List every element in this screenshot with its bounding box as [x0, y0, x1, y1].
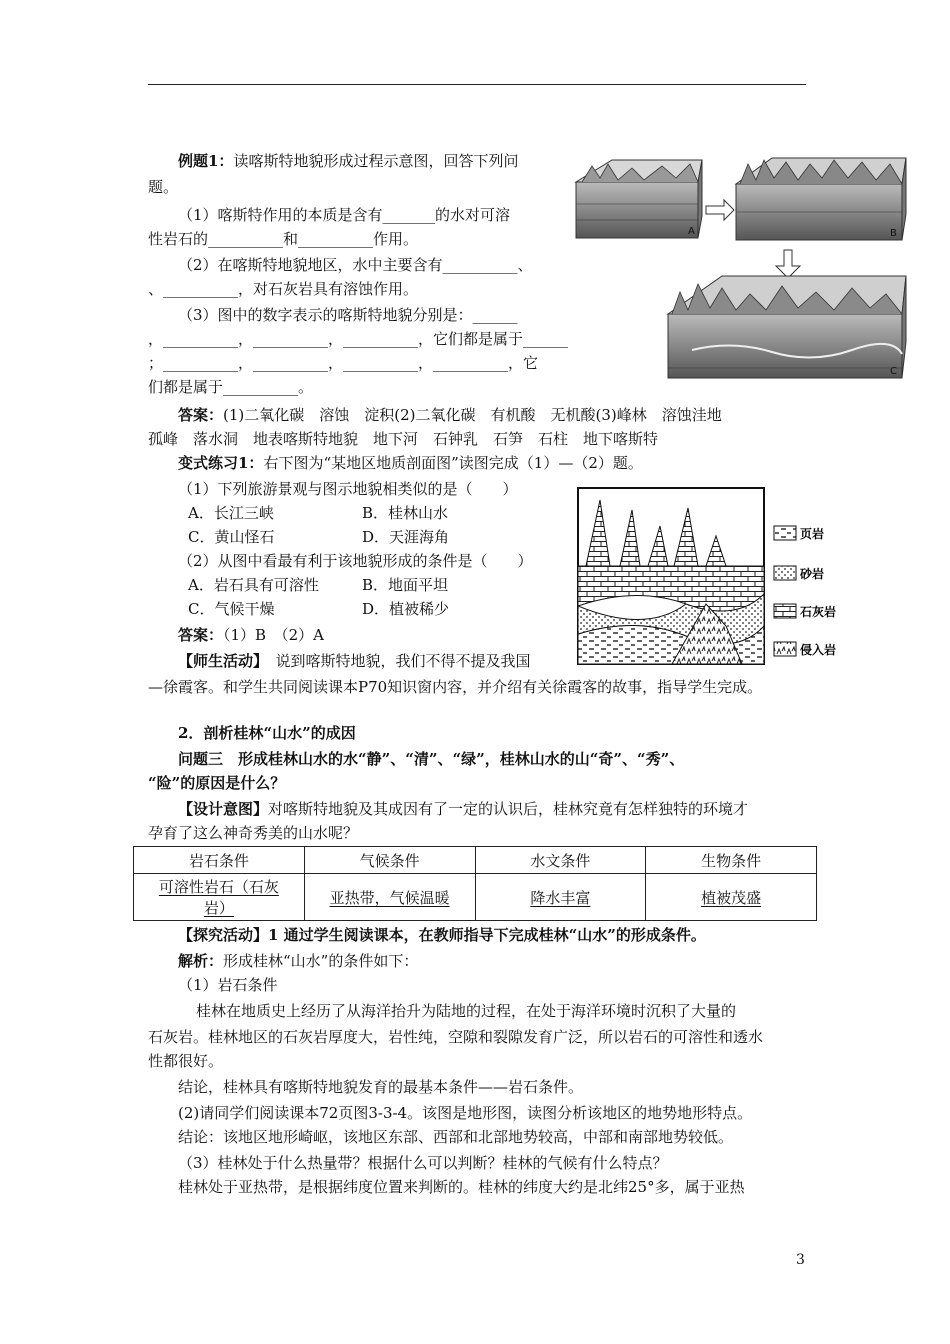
page-number: 3 — [796, 1252, 805, 1268]
example1-q3-cont1: ，__________，__________，__________，它们都是属于______ — [148, 330, 569, 348]
exercise1-q2-opt-d: D．植被稀少 — [362, 600, 450, 618]
karst-formation-figure — [572, 154, 912, 382]
analysis — [178, 950, 418, 972]
section-legend — [774, 526, 836, 657]
question3-cont: “险”的原因是什么？ — [148, 774, 286, 792]
header-biology: 生物条件 — [646, 847, 817, 874]
example1-q2-cont: 、__________，对石灰岩具有溶蚀作用。 — [148, 280, 419, 298]
climate-answer: 桂林处于亚热带，是根据纬度位置来判断的。桂林的纬度大约是北纬25°多，属于亚热 — [178, 1178, 745, 1196]
legend-shale-swatch — [774, 526, 796, 540]
exercise1-answer-text: （1）B （2）A — [223, 626, 324, 644]
explore-activity: 【探究活动】1 通过学生阅读课本，在教师指导下完成桂林“山水”的形成条件。 — [178, 926, 706, 944]
example1-line1 — [178, 150, 518, 172]
question3: 问题三 形成桂林山水的水“静”、“清”、“绿”，桂林山水的山“奇”、“秀”、 — [178, 750, 685, 768]
block-a — [576, 160, 702, 238]
block-b — [736, 158, 906, 240]
geologic-section-figure — [576, 486, 856, 666]
exercise1-q2-opt-b: B．地面平坦 — [362, 576, 449, 594]
table-header-row — [134, 847, 817, 874]
rock-condition-heading: （1）岩石条件 — [178, 976, 278, 994]
design-text-cont: 孕育了这么神奇秀美的山水呢？ — [148, 824, 359, 842]
example1-answer — [178, 404, 722, 426]
example1-q3: （3）图中的数字表示的喀斯特地貌分别是：______ — [178, 306, 518, 324]
header-rule — [148, 84, 806, 85]
arrow-down-icon — [776, 250, 800, 278]
example1-answer-text: (1)二氧化碳 溶蚀 淀积(2)二氧化碳 有机酸 无机酸(3)峰林 溶蚀洼地 — [223, 406, 722, 424]
conclusion-terrain: 结论：该地区地形崎岖，该地区东部、西部和北部地势较高，中部和南部地势较低。 — [178, 1128, 734, 1146]
legend-intrusive: 侵入岩 — [800, 643, 837, 657]
exercise1-line — [178, 452, 643, 474]
legend-sand: 砂岩 — [800, 567, 825, 581]
rock-condition-text-cont2: 性都很好。 — [148, 1052, 224, 1070]
label-c: C — [890, 366, 897, 377]
cell-climate: 亚热带，气候温暖 — [304, 874, 475, 921]
example1-intro-cont: 题。 — [148, 178, 179, 196]
legend-intrusive-swatch — [774, 642, 796, 656]
label-a: A — [688, 226, 695, 237]
exercise1-title: 变式练习1： — [178, 454, 264, 472]
exercise1-q2-opt-c: C．气候干燥 — [188, 600, 275, 618]
example1-q2: （2）在喀斯特地貌地区，水中主要含有__________、 — [178, 256, 533, 274]
legend-lime-swatch — [774, 604, 796, 618]
analysis-label: 解析： — [178, 952, 224, 970]
section2-heading: 2．剖析桂林“山水”的成因 — [178, 724, 356, 742]
design-text: 对喀斯特地貌及其成因有了一定的认识后，桂林究竟有怎样独特的环境才 — [268, 800, 749, 818]
exercise1-q2: （2）从图中看最有利于该地貌形成的条件是（ ） — [178, 552, 533, 570]
exercise1-intro: 右下图为“某地区地质剖面图”读图完成（1）—（2）题。 — [263, 454, 643, 472]
label-b: B — [890, 228, 897, 239]
activity-text-cont: —徐霞客。和学生共同阅读课本P70知识窗内容，并介绍有关徐霞客的故事，指导学生完成。 — [148, 678, 763, 696]
arrow-right-icon — [706, 200, 734, 220]
activity-text: 说到喀斯特地貌，我们不得不提及我国 — [260, 652, 531, 670]
exercise1-q1-opt-a: A．长江三峡 — [188, 504, 274, 522]
analysis-text: 形成桂林“山水”的条件如下： — [223, 952, 419, 970]
conclusion-rock: 结论，桂林具有喀斯特地貌发育的最基本条件——岩石条件。 — [178, 1078, 584, 1096]
activity-line — [178, 650, 531, 672]
exercise1-answer-label: 答案： — [178, 626, 224, 644]
legend-sand-swatch — [774, 566, 796, 580]
design-intent — [178, 798, 748, 820]
exercise1-q1: （1）下列旅游景观与图示地貌相类似的是（ ） — [178, 480, 518, 498]
legend-lime: 石灰岩 — [800, 605, 837, 619]
example1-q1: （1）喀斯特作用的本质是含有_______的水对可溶 — [178, 206, 511, 224]
cell-rock-l1: 可溶性岩石（石灰 — [158, 878, 279, 896]
example1-intro: 读喀斯特地貌形成过程示意图，回答下列问 — [233, 152, 519, 170]
cell-biology: 植被茂盛 — [646, 874, 817, 921]
exercise1-q1-opt-d: D．天涯海角 — [362, 528, 450, 546]
example1-title: 例题1： — [178, 152, 234, 170]
cell-rock-l2: 岩） — [203, 899, 234, 917]
example1-q3-cont2: ；__________，__________，__________，__________，它 — [148, 354, 539, 372]
header-climate: 气候条件 — [304, 847, 475, 874]
block-c — [668, 276, 906, 378]
exercise1-q1-opt-c: C．黄山怪石 — [188, 528, 275, 546]
header-rock: 岩石条件 — [134, 847, 305, 874]
legend-shale: 页岩 — [800, 527, 825, 541]
rock-condition-text: 桂林在地质史上经历了从海洋抬升为陆地的过程，在处于海洋环境时沉积了大量的 — [196, 1002, 737, 1020]
exercise1-q1-opt-b: B．桂林山水 — [362, 504, 449, 522]
design-label: 【设计意图】 — [178, 800, 269, 818]
cell-rock — [134, 874, 305, 921]
rock-condition-text-cont1: 石灰岩。桂林地区的石灰岩厚度大，岩性纯，空隙和裂隙发育广泛，所以岩石的可溶性和透水 — [148, 1028, 764, 1046]
header-hydrology: 水文条件 — [475, 847, 646, 874]
example1-q1-cont: 性岩石的__________和__________作用。 — [148, 230, 419, 248]
example1-answer-cont: 孤峰 落水洞 地表喀斯特地貌 地下河 石钟乳 石笋 石柱 地下喀斯特 — [148, 430, 659, 448]
climate-question: （3）桂林处于什么热量带？根据什么可以判断？桂林的气候有什么特点？ — [178, 1154, 668, 1172]
cell-hydrology: 降水丰富 — [475, 874, 646, 921]
terrain-question: (2)请同学们阅读课本72页图3-3-4。该图是地形图，读图分析该地区的地势地形特点。 — [178, 1104, 753, 1122]
conditions-table — [133, 846, 817, 921]
activity-label: 【师生活动】 — [178, 652, 261, 670]
table-row — [134, 874, 817, 921]
example1-answer-label: 答案： — [178, 406, 224, 424]
exercise1-answer — [178, 624, 324, 646]
example1-q3-cont3: 们都是属于__________。 — [148, 378, 314, 396]
exercise1-q2-opt-a: A．岩石具有可溶性 — [188, 576, 319, 594]
